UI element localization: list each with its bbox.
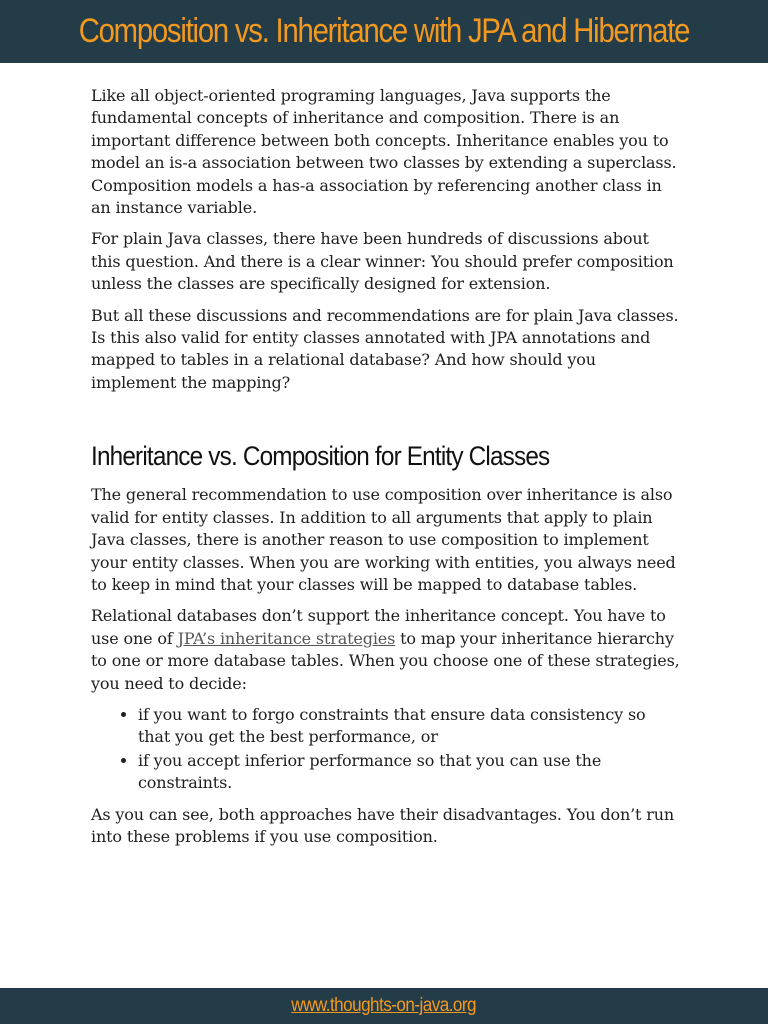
paragraph-text: Relational databases don’t support the inheritance concept. You have to use one of xyxy=(91,606,666,648)
paragraph-text: to map your inheritance hierarchy to one or more database tables. When you choose one of these strategies, you need to decide: xyxy=(91,628,680,693)
section-paragraph-1: The general recommendation to use composition over inheritance is also valid for entity classes. In addition to all arguments that apply to plain Java classes, there is another reason to use composition to implement your entity classes. When you are working with entities, you always need to keep in mind that your classes will be mapped to database tables. xyxy=(91,485,676,594)
inheritance-strategies-link[interactable]: JPA’s inheritance strategies xyxy=(177,628,396,648)
section-paragraph-3: As you can see, both approaches have their disadvantages. You don’t run into these problems if you use composition. xyxy=(91,804,675,846)
section-paragraph-2 xyxy=(91,605,681,695)
list-item: • if you want to forgo constraints that ensure data consistency so that you get the best performance, or xyxy=(138,704,681,749)
list-item: • if you accept inferior performance so that you can use the constraints. xyxy=(138,750,681,795)
website-link[interactable]: www.thoughts-on-java.org xyxy=(291,995,477,1016)
footer-banner xyxy=(0,988,768,1024)
section-heading: Inheritance vs. Composition for Entity Classes xyxy=(91,441,550,472)
intro-paragraph-1: Like all object-oriented programing languages, Java supports the fundamental concepts of inheritance and composition. There is an important difference between both concepts. Inheritance enables you to model an is-a association between two classes by extending a superclass. Composition models a has-a association by referencing another class in an instance variable. xyxy=(91,86,677,218)
strategy-list xyxy=(91,704,681,795)
header-banner xyxy=(0,0,768,63)
intro-paragraph-2: For plain Java classes, there have been hundreds of discussions about this question. And there is a clear winner: You should prefer composition unless the classes are specifically designed for extension. xyxy=(91,229,674,294)
intro-paragraph-3: But all these discussions and recommendations are for plain Java classes. Is this also valid for entity classes annotated with JPA annotations and mapped to tables in a relational database? And how should you implement the mapping? xyxy=(91,305,679,392)
page-title: Composition vs. Inheritance with JPA and Hibernate xyxy=(78,12,690,50)
article-body xyxy=(91,85,681,857)
